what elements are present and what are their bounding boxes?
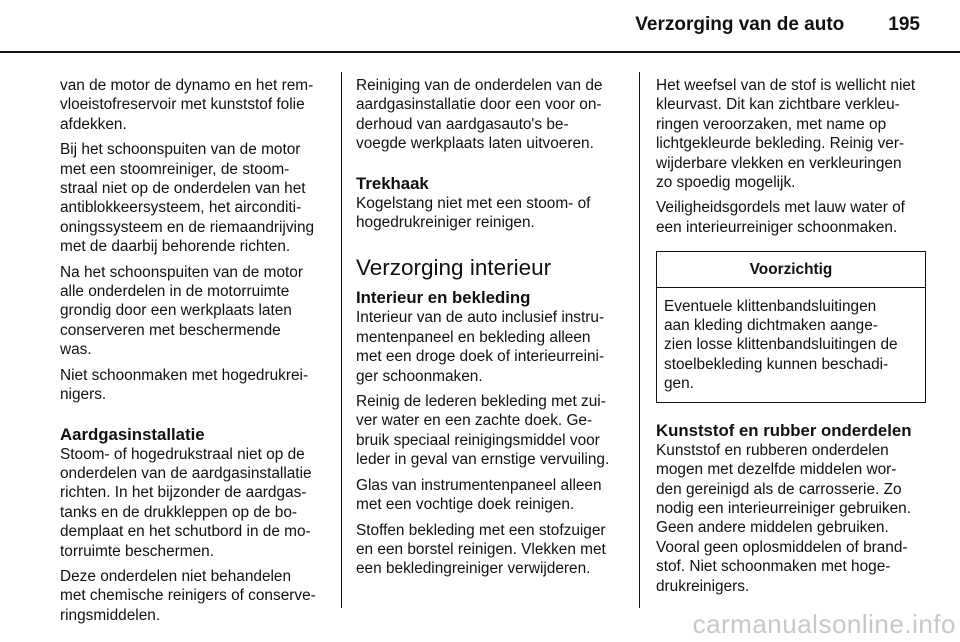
column-divider (639, 72, 640, 608)
paragraph: Deze onderdelen niet behandelen met chemische reinigers of conserve- ringsmiddelen. (60, 567, 316, 624)
paragraph: Veiligheidsgordels met lauw water of een interieurreiniger schoonmaken. (656, 199, 905, 236)
chapter-heading: Verzorging interieur (356, 255, 552, 281)
paragraph: van de motor de dynamo en het rem- vloeistofreservoir met kunststof folie afdekken. (60, 77, 314, 133)
caution-text: Eventuele klittenbandsluitingen aan kleding dichtmaken aange- zien losse klittenbandsluitingen de stoelbekleding kunnen beschadi- gen. (664, 297, 898, 393)
section-heading-kunststof: Kunststof en rubber onderdelen (656, 420, 912, 440)
paragraph: Kogelstang niet met een stoom- of hogedrukreiniger reinigen. (356, 194, 591, 232)
paragraph: Niet schoonmaken met hogedrukrei- nigers. (60, 366, 309, 404)
column-1 (60, 76, 330, 631)
caution-title: Voorzichtig (657, 252, 925, 287)
section-heading-trekhaak: Trekhaak (356, 173, 429, 193)
column-divider (341, 72, 342, 608)
column-3 (656, 76, 926, 602)
paragraph: Het weefsel van de stof is wellicht niet kleurvast. Dit kan zichtbare verkleu- ringen veroorzaken, met name op lichtgekleurde bekleding. Reinig ver- wijderbare vlekken en verkleuringen zo spoedig mogelijk. (656, 77, 916, 192)
watermark: carmanualsonline.info (692, 609, 956, 639)
paragraph: Reinig de lederen bekleding met zui- ver water en een zachte doek. Ge- bruik speciaal reinigingsmiddel voor leder in geval van ernstige vervuiling. (356, 393, 610, 469)
page-number: 195 (888, 14, 920, 35)
header-divider (0, 51, 960, 53)
column-2 (356, 76, 622, 585)
paragraph: Stoom- of hogedrukstraal niet op de onderdelen van de aardgasinstallatie richten. In het bijzonder de aardgas- tanks en de drukkleppen op de bo- demplaat en het schutbord in de mo- torruimte beschermen. (60, 445, 312, 560)
paragraph: Reiniging van de onderdelen van de aardgasinstallatie door een voor on- derhoud van aardgasauto's be- voegde werkplaats laten uitvoeren. (356, 77, 603, 153)
paragraph: Bij het schoonspuiten van de motor met een stoomreiniger, de stoom- straal niet op de onderdelen van het antiblokkeersysteem, het airconditi- oningssysteem en de riemaandrijving met de daarbij behorende richten. (60, 141, 315, 256)
paragraph: Stoffen bekleding met een stofzuiger en een borstel reinigen. Vlekken met een bekledingreiniger verwijderen. (356, 521, 606, 578)
paragraph: Interieur van de auto inclusief instru- mentenpaneel en bekleding alleen met een droge doek of interieurreini- ger schoonmaken. (356, 309, 605, 385)
section-heading-aardgasinstallatie: Aardgasinstallatie (60, 424, 205, 444)
page-title: Verzorging van de auto (635, 14, 845, 35)
page-header (635, 14, 920, 36)
paragraph: Na het schoonspuiten van de motor alle onderdelen in de motorruimte grondig door een werkplaats laten conserveren met beschermende was. (60, 263, 303, 359)
paragraph: Kunststof en rubberen onderdelen mogen met dezelfde middelen wor- den gereinigd als de carrosserie. Zo nodig een interieurreiniger gebruiken. Geen andere middelen gebruiken. Vooral geen oplosmiddelen of brand- stof. Niet schoonmaken met hoge- drukreinigers. (656, 441, 911, 595)
section-heading-interieur: Interieur en bekleding (356, 288, 531, 308)
paragraph: Glas van instrumentenpaneel alleen met een vochtige doek reinigen. (356, 476, 602, 514)
caution-box (656, 251, 926, 402)
